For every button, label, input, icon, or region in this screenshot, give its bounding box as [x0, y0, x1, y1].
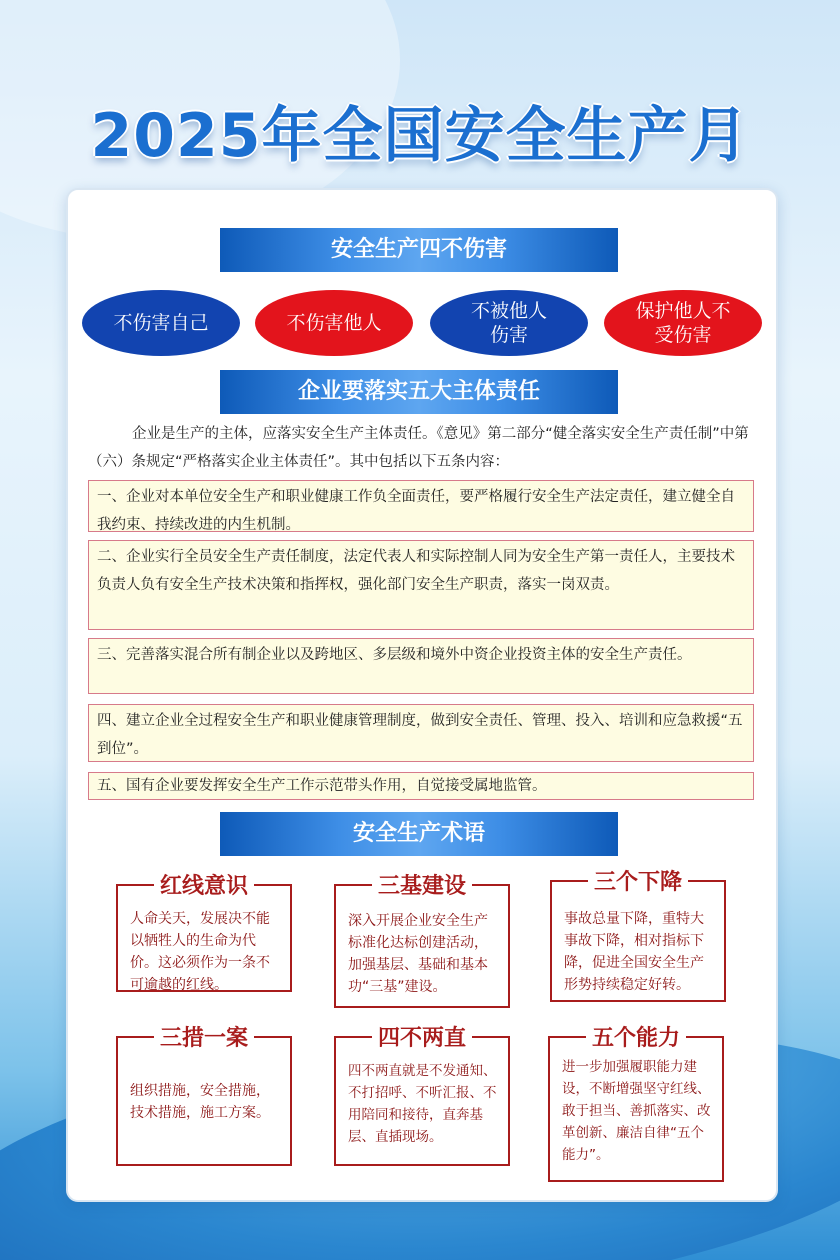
term-body: 深入开展企业安全生产标准化达标创建活动，加强基层、基础和基本功“三基”建设。: [348, 913, 488, 995]
term-card-five-abilities: [548, 1026, 724, 1182]
term-title: 四不两直: [372, 1026, 472, 1051]
term-title: 红线意识: [154, 874, 254, 899]
responsibility-item: 五、国有企业要发挥安全生产工作示范带头作用，自觉接受属地监管。: [88, 772, 754, 800]
term-card-four-nos-two-directs: [334, 1026, 510, 1166]
term-title: 三措一案: [154, 1026, 254, 1051]
term-card-three-measures: [116, 1026, 292, 1166]
term-body: 组织措施，安全措施，技术措施，施工方案。: [130, 1083, 270, 1121]
term-body: 四不两直就是不发通知、不打招呼、不听汇报、不用陪同和接待，直奔基层、直插现场。: [348, 1063, 497, 1145]
responsibility-item: 二、企业实行全员安全生产责任制度，法定代表人和实际控制人同为安全生产第一责任人，主要技术负责人负有安全生产技术决策和指挥权，强化部门安全生产职责，落实一岗双责。: [88, 540, 754, 630]
content-panel: [66, 188, 778, 1202]
four-no-harm-item: 不伤害自己: [82, 290, 240, 356]
section-heading-five-responsibilities: 企业要落实五大主体责任: [220, 370, 618, 414]
four-no-harm-item: 不被他人伤害: [430, 290, 588, 356]
responsibilities-intro: 企业是生产的主体，应落实安全生产主体责任。《意见》第二部分“健全落实安全生产责任制”中第（六）条规定“严格落实企业主体责任”。其中包括以下五条内容：: [88, 426, 749, 470]
section-heading-four-no-harm: 安全生产四不伤害: [220, 228, 618, 272]
term-card-three-declines: [550, 870, 726, 1002]
responsibility-item: 四、建立企业全过程安全生产和职业健康管理制度，做到安全责任、管理、投入、培训和应急救援“五到位”。: [88, 704, 754, 762]
term-body: 进一步加强履职能力建设，不断增强坚守红线、敢于担当、善抓落实、改革创新、廉洁自律“五个能力”。: [562, 1059, 711, 1163]
term-title: 三个下降: [588, 870, 688, 895]
term-body: 人命关天，发展决不能以牺牲人的生命为代价。这必须作为一条不可逾越的红线。: [130, 911, 270, 993]
term-body: 事故总量下降，重特大事故下降，相对指标下降，促进全国安全生产形势持续稳定好转。: [564, 911, 704, 993]
term-card-three-foundations: [334, 874, 510, 1008]
term-card-red-line: [116, 874, 292, 993]
term-title: 五个能力: [586, 1026, 686, 1051]
term-title: 三基建设: [372, 874, 472, 899]
section-heading-safety-terms: 安全生产术语: [220, 812, 618, 856]
poster-title: 2025年全国安全生产月: [90, 101, 750, 171]
responsibility-item: 一、企业对本单位安全生产和职业健康工作负全面责任，要严格履行安全生产法定责任，建立健全自我约束、持续改进的内生机制。: [88, 480, 754, 532]
four-no-harm-item: 不伤害他人: [255, 290, 413, 356]
responsibility-item: 三、完善落实混合所有制企业以及跨地区、多层级和境外中资企业投资主体的安全生产责任。: [88, 638, 754, 694]
four-no-harm-item: 保护他人不受伤害: [604, 290, 762, 356]
